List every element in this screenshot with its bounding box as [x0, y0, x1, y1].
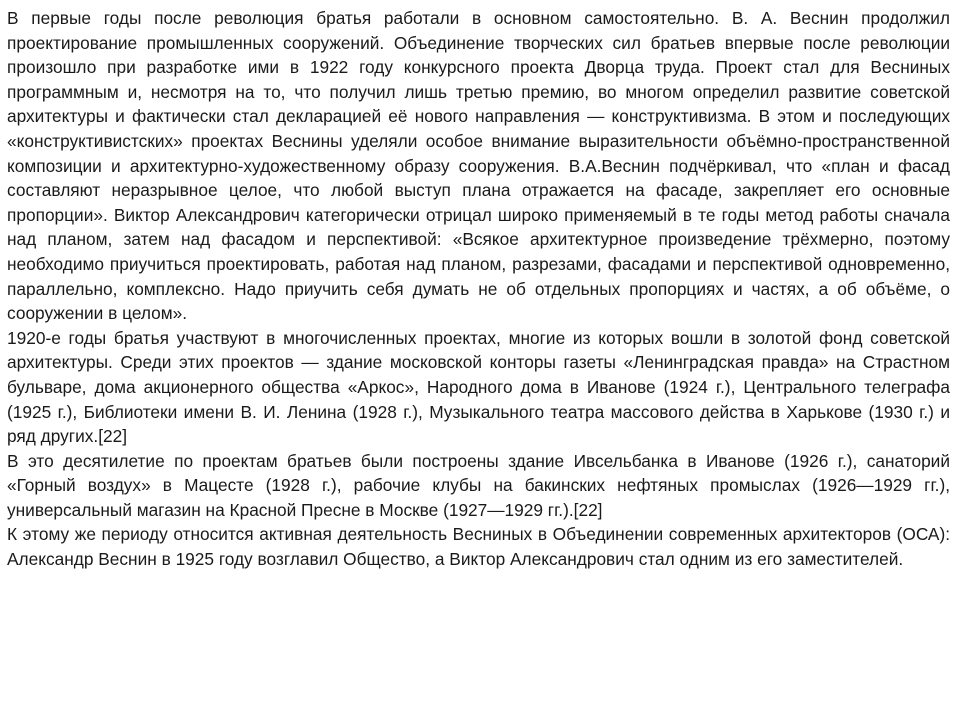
text-body — [7, 6, 950, 572]
paragraph-3: В это десятилетие по проектам братьев были построены здание Ивсельбанка в Иванове (1926 г.), санаторий «Горный воздух» в Мацесте (1928 г.), рабочие клубы на бакинских нефтяных промыслах (1926—1929 гг.), универсальный магазин на Красной Пресне в Москве (1927—1929 гг.).[22] — [7, 450, 950, 520]
paragraph-4: К этому же периоду относится активная деятельность Весниных в Объединении современных архитекторов (ОСА): Александр Веснин в 1925 году возглавил Общество, а Виктор Александрович стал одним из его заместителей. — [7, 524, 950, 570]
paragraph-2: 1920-е годы братья участвуют в многочисленных проектах, многие из которых вошли в золотой фонд советской архитектуры. Среди этих проектов — здание московской конторы газеты «Ленинградская правда» на Страстном бульваре, дома акционерного общества «Аркос», Народного дома в Иванове (1924 г.), Центрального телеграфа (1925 г.), Библиотеки имени В. И. Ленина (1928 г.), Музыкального театра массового действа в Харькове (1930 г.) и ряд других.[22] — [7, 327, 950, 447]
paragraph-1: В первые годы после революция братья работали в основном самостоятельно. В. А. Веснин продолжил проектирование промышленных сооружений. Объединение творческих сил братьев впервые после революции произошло при разработке ими в 1922 году конкурсного проекта Дворца труда. Проект стал для Весниных программным и, несмотря на то, что получил лишь третью премию, во многом определил развитие советской архитектуры и фактически стал декларацией её нового направления — конструктивизма. В этом и последующих «конструктивистских» проектах Веснины уделяли особое внимание выразительности объёмно-пространственной композиции и архитектурно-художественному образу сооружения. В.А.Веснин подчёркивал, что «план и фасад составляют неразрывное целое, что любой выступ плана отражается на фасаде, закрепляет его основные пропорции». Виктор Александрович категорически отрицал широко применяемый в те годы метод работы сначала над планом, затем над фасадом и перспективой: «Всякое архитектурное произведение трёхмерно, поэтому необходимо приучиться проектировать, работая над планом, разрезами, фасадами и перспективой одновременно, параллельно, комплексно. Надо приучить себя думать не об отдельных пропорциях и частях, а об объёме, о сооружении в целом». — [7, 8, 950, 324]
